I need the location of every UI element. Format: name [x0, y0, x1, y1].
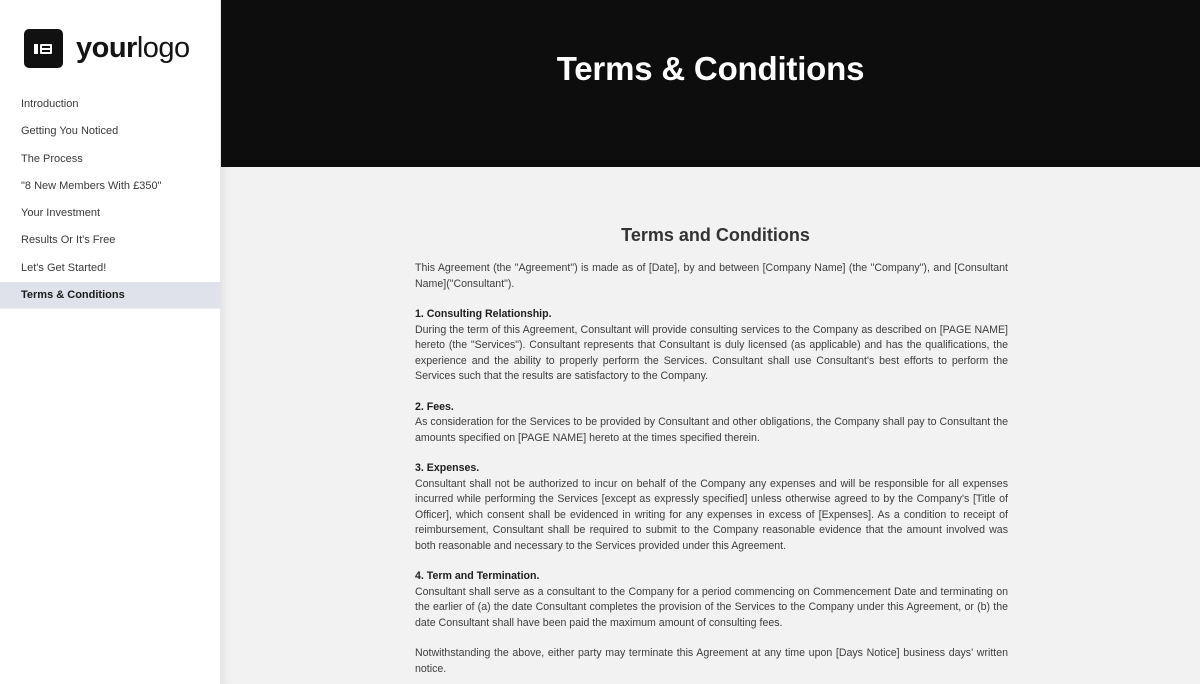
- sidebar-item-8-new-members[interactable]: "8 New Members With £350": [21, 179, 162, 192]
- section-title: 4. Term and Termination.: [415, 570, 540, 582]
- page-title: Terms & Conditions: [556, 50, 865, 87]
- hero-banner: [221, 0, 1200, 167]
- logo[interactable]: [24, 29, 190, 68]
- section-fees: [415, 400, 1008, 447]
- sidebar-item-terms-conditions[interactable]: Terms & Conditions: [0, 282, 221, 309]
- section-title: 1. Consulting Relationship.: [415, 308, 552, 320]
- sidebar-item-your-investment[interactable]: Your Investment: [21, 207, 101, 220]
- section-body: Notwithstanding the above, either party may terminate this Agreement at any time upon [Days Notice] business days' written notice.: [415, 647, 1008, 675]
- sidebar-item-results-or-its-free[interactable]: Results Or It's Free: [21, 234, 116, 247]
- sidebar-item-getting-you-noticed[interactable]: Getting You Noticed: [21, 125, 119, 138]
- sidebar-item-introduction[interactable]: Introduction: [21, 98, 79, 110]
- sidebar-item-lets-get-started[interactable]: Let's Get Started!: [21, 261, 107, 274]
- section-term-and-termination: [415, 569, 1008, 631]
- section-title: 3. Expenses.: [415, 462, 480, 474]
- document-title: Terms and Conditions: [621, 225, 810, 245]
- logo-mark-icon: [24, 29, 63, 68]
- section-termination-notice: [415, 646, 1008, 677]
- section-body: Consultant shall not be authorized to incur on behalf of the Company any expenses and will be responsible for all expenses incurred while performing the Services [except as expressly specified] unless otherwise agreed to by the Company's [Title of Officer], which consent shall be evidenced in writing for any expenses in excess of [Expenses]. As a condition to receipt of reimbursement, Consultant shall be required to submit to the Company reasonable evidence that the amount involved was both reasonable and necessary to the Services provided under this Agreement.: [415, 477, 1008, 552]
- section-consulting-relationship: [415, 307, 1008, 385]
- content-area: [221, 167, 1200, 684]
- section-expenses: [415, 461, 1008, 554]
- document-intro: This Agreement (the "Agreement") is made as of [Date], by and between [Company Name] (the "Company"), and [Consultant Name]("Consultant").: [415, 262, 1008, 290]
- sidebar-nav: [0, 91, 221, 309]
- terms-document: [415, 225, 1008, 677]
- sidebar: [0, 0, 221, 684]
- section-body: As consideration for the Services to be provided by Consultant and other obligations, the Company shall pay to Consultant the amounts specified on [PAGE NAME] hereto at the times specified therein.: [415, 416, 1008, 444]
- sidebar-item-the-process[interactable]: The Process: [21, 152, 83, 165]
- logo-text: yourlogo: [76, 32, 190, 64]
- section-title: 2. Fees.: [415, 400, 454, 413]
- section-body: During the term of this Agreement, Consultant will provide consulting services to the Company as described on [PAGE NAME] hereto (the "Services"). Consultant represents that Consultant is duly licensed (as applicable) and has the qualifications, the experience and the ability to properly perform the Services. Consultant shall use Consultant's best efforts to perform the Services such that the results are satisfactory to the Company.: [415, 323, 1008, 382]
- section-body: Consultant shall serve as a consultant to the Company for a period commencing on Commencement Date and terminating on the earlier of (a) the date Consultant completes the provision of the Services to the Company under this Agreement, or (b) the date Consultant shall have been paid the maximum amount of consulting fees.: [415, 585, 1008, 629]
